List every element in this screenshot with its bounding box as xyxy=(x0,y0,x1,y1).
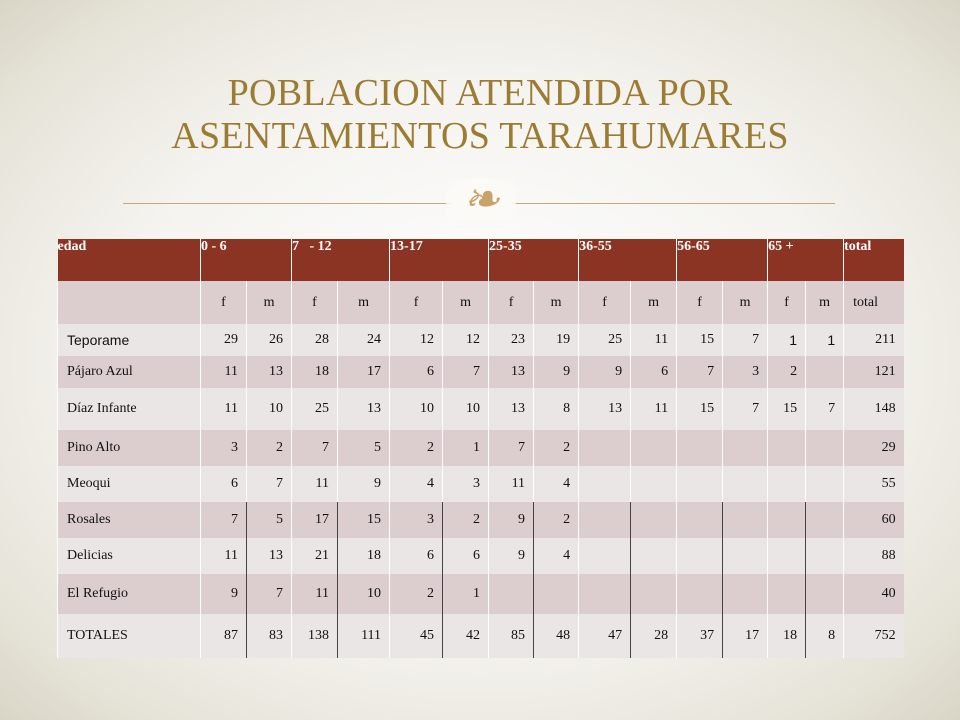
data-cell xyxy=(723,502,768,538)
data-cell xyxy=(806,466,844,502)
population-table xyxy=(57,239,904,658)
subheader-f: f xyxy=(677,281,723,324)
data-cell: 111 xyxy=(338,614,390,658)
data-cell: 5 xyxy=(247,502,292,538)
data-cell: 8 xyxy=(534,388,579,430)
data-cell: 10 xyxy=(247,388,292,430)
table-row xyxy=(58,388,904,430)
data-cell xyxy=(806,356,844,388)
data-cell: 23 xyxy=(489,324,534,356)
data-cell xyxy=(806,574,844,614)
data-cell: 10 xyxy=(443,388,489,430)
data-cell: 25 xyxy=(292,388,338,430)
data-cell: 17 xyxy=(338,356,390,388)
data-cell: 1 xyxy=(443,574,489,614)
data-cell: 19 xyxy=(534,324,579,356)
table-row xyxy=(58,324,904,356)
data-cell: 11 xyxy=(201,356,247,388)
row-label: El Refugio xyxy=(58,574,201,614)
data-cell xyxy=(768,502,806,538)
data-cell: 2 xyxy=(534,502,579,538)
data-cell: 15 xyxy=(768,388,806,430)
header-age-25-35: 25-35 xyxy=(489,239,579,281)
row-total: 29 xyxy=(844,430,904,466)
data-cell: 25 xyxy=(579,324,631,356)
data-cell xyxy=(768,538,806,574)
data-cell xyxy=(806,502,844,538)
data-cell xyxy=(631,538,677,574)
data-cell xyxy=(677,430,723,466)
header-age-56-65: 56-65 xyxy=(677,239,768,281)
row-label: TOTALES xyxy=(58,614,201,658)
subheader-m: m xyxy=(338,281,390,324)
data-cell: 11 xyxy=(292,574,338,614)
data-cell xyxy=(723,574,768,614)
data-cell: 6 xyxy=(390,538,443,574)
data-cell xyxy=(677,574,723,614)
data-cell: 11 xyxy=(201,538,247,574)
row-label: Pino Alto xyxy=(58,430,201,466)
header-age-65-plus: 65 + xyxy=(768,239,844,281)
row-label: Díaz Infante xyxy=(58,388,201,430)
data-cell: 1 xyxy=(768,324,806,356)
data-cell: 83 xyxy=(247,614,292,658)
subheader-m: m xyxy=(723,281,768,324)
subheader-m: m xyxy=(247,281,292,324)
data-cell: 17 xyxy=(723,614,768,658)
data-cell: 13 xyxy=(247,356,292,388)
data-cell: 9 xyxy=(338,466,390,502)
data-cell: 2 xyxy=(247,430,292,466)
data-cell: 7 xyxy=(292,430,338,466)
data-cell: 2 xyxy=(390,430,443,466)
data-cell: 1 xyxy=(443,430,489,466)
data-cell xyxy=(768,574,806,614)
data-cell: 12 xyxy=(443,324,489,356)
data-cell: 138 xyxy=(292,614,338,658)
data-cell: 11 xyxy=(292,466,338,502)
data-cell: 3 xyxy=(443,466,489,502)
data-cell: 9 xyxy=(201,574,247,614)
data-cell: 13 xyxy=(489,356,534,388)
data-cell: 13 xyxy=(579,388,631,430)
data-cell: 15 xyxy=(677,388,723,430)
data-cell xyxy=(489,574,534,614)
data-cell: 21 xyxy=(292,538,338,574)
table-row xyxy=(58,614,904,658)
data-cell: 5 xyxy=(338,430,390,466)
subheader-m: m xyxy=(806,281,844,324)
data-cell: 18 xyxy=(338,538,390,574)
data-cell xyxy=(579,466,631,502)
data-cell: 15 xyxy=(338,502,390,538)
data-cell: 2 xyxy=(534,430,579,466)
row-label: Delicias xyxy=(58,538,201,574)
table-row xyxy=(58,574,904,614)
table-row xyxy=(58,502,904,538)
data-cell: 29 xyxy=(201,324,247,356)
data-cell: 9 xyxy=(489,538,534,574)
subheader-cell xyxy=(58,281,201,324)
data-cell: 15 xyxy=(677,324,723,356)
data-cell: 8 xyxy=(806,614,844,658)
data-cell: 11 xyxy=(201,388,247,430)
data-cell: 6 xyxy=(390,356,443,388)
data-cell: 7 xyxy=(247,466,292,502)
slide-title xyxy=(0,72,960,158)
subheader-f: f xyxy=(489,281,534,324)
data-cell xyxy=(631,574,677,614)
data-cell: 3 xyxy=(201,430,247,466)
row-total: 121 xyxy=(844,356,904,388)
header-total: total xyxy=(844,239,904,281)
data-cell: 6 xyxy=(631,356,677,388)
data-cell: 9 xyxy=(534,356,579,388)
age-header-row xyxy=(58,239,904,281)
data-cell: 37 xyxy=(677,614,723,658)
data-cell: 9 xyxy=(579,356,631,388)
row-total: 148 xyxy=(844,388,904,430)
data-cell: 10 xyxy=(338,574,390,614)
data-cell xyxy=(677,502,723,538)
data-cell: 17 xyxy=(292,502,338,538)
data-cell: 4 xyxy=(390,466,443,502)
data-cell: 18 xyxy=(768,614,806,658)
row-total: 752 xyxy=(844,614,904,658)
data-cell xyxy=(579,538,631,574)
data-cell: 26 xyxy=(247,324,292,356)
row-label: Teporame xyxy=(58,324,201,356)
data-cell xyxy=(677,466,723,502)
data-cell xyxy=(768,430,806,466)
subheader-total: total xyxy=(844,281,904,324)
title-line-1: POBLACION ATENDIDA POR xyxy=(227,72,733,114)
header-age-7-12: 7 - 12 xyxy=(292,239,390,281)
data-cell: 28 xyxy=(292,324,338,356)
subheader-m: m xyxy=(631,281,677,324)
data-cell: 7 xyxy=(201,502,247,538)
data-cell: 47 xyxy=(579,614,631,658)
data-cell xyxy=(534,574,579,614)
header-edad: edad xyxy=(58,239,201,281)
sex-subheader-row xyxy=(58,281,904,324)
table-row xyxy=(58,466,904,502)
data-cell: 11 xyxy=(631,324,677,356)
table-row xyxy=(58,538,904,574)
subheader-f: f xyxy=(579,281,631,324)
row-total: 60 xyxy=(844,502,904,538)
data-cell: 4 xyxy=(534,538,579,574)
data-cell xyxy=(677,538,723,574)
row-label: Pájaro Azul xyxy=(58,356,201,388)
data-cell xyxy=(806,538,844,574)
data-cell xyxy=(723,466,768,502)
data-cell: 2 xyxy=(390,574,443,614)
header-age-0-6: 0 - 6 xyxy=(201,239,292,281)
data-cell: 2 xyxy=(443,502,489,538)
header-age-36-55: 36-55 xyxy=(579,239,677,281)
data-cell: 45 xyxy=(390,614,443,658)
ornament-icon: ❧ xyxy=(446,178,516,222)
data-cell xyxy=(579,502,631,538)
data-cell xyxy=(631,466,677,502)
data-cell: 42 xyxy=(443,614,489,658)
data-cell: 7 xyxy=(677,356,723,388)
table-row xyxy=(58,356,904,388)
data-cell: 6 xyxy=(443,538,489,574)
data-cell: 7 xyxy=(723,388,768,430)
data-cell: 7 xyxy=(247,574,292,614)
data-cell: 18 xyxy=(292,356,338,388)
data-cell: 7 xyxy=(806,388,844,430)
row-total: 88 xyxy=(844,538,904,574)
data-cell xyxy=(723,430,768,466)
data-cell: 11 xyxy=(489,466,534,502)
subheader-f: f xyxy=(201,281,247,324)
data-cell xyxy=(579,574,631,614)
row-total: 40 xyxy=(844,574,904,614)
data-cell: 48 xyxy=(534,614,579,658)
row-total: 211 xyxy=(844,324,904,356)
row-label: Meoqui xyxy=(58,466,201,502)
data-cell: 9 xyxy=(489,502,534,538)
subheader-m: m xyxy=(443,281,489,324)
subheader-m: m xyxy=(534,281,579,324)
data-cell xyxy=(723,538,768,574)
data-cell: 11 xyxy=(631,388,677,430)
data-cell: 4 xyxy=(534,466,579,502)
subheader-f: f xyxy=(292,281,338,324)
data-cell: 7 xyxy=(723,324,768,356)
data-cell: 3 xyxy=(390,502,443,538)
data-cell xyxy=(768,466,806,502)
data-cell: 13 xyxy=(489,388,534,430)
data-cell: 6 xyxy=(201,466,247,502)
data-cell xyxy=(806,430,844,466)
data-cell: 87 xyxy=(201,614,247,658)
data-cell xyxy=(631,502,677,538)
subheader-f: f xyxy=(768,281,806,324)
data-cell: 1 xyxy=(806,324,844,356)
data-cell: 2 xyxy=(768,356,806,388)
subheader-f: f xyxy=(390,281,443,324)
data-cell: 10 xyxy=(390,388,443,430)
table-row xyxy=(58,430,904,466)
row-total: 55 xyxy=(844,466,904,502)
data-cell: 3 xyxy=(723,356,768,388)
data-cell: 24 xyxy=(338,324,390,356)
header-age-13-17: 13-17 xyxy=(390,239,489,281)
data-cell: 7 xyxy=(489,430,534,466)
data-cell: 7 xyxy=(443,356,489,388)
data-cell: 13 xyxy=(338,388,390,430)
row-label: Rosales xyxy=(58,502,201,538)
data-cell xyxy=(579,430,631,466)
data-cell: 85 xyxy=(489,614,534,658)
data-cell: 28 xyxy=(631,614,677,658)
data-cell: 13 xyxy=(247,538,292,574)
data-cell xyxy=(631,430,677,466)
title-line-2: ASENTAMIENTOS TARAHUMARES xyxy=(171,115,789,157)
data-cell: 12 xyxy=(390,324,443,356)
